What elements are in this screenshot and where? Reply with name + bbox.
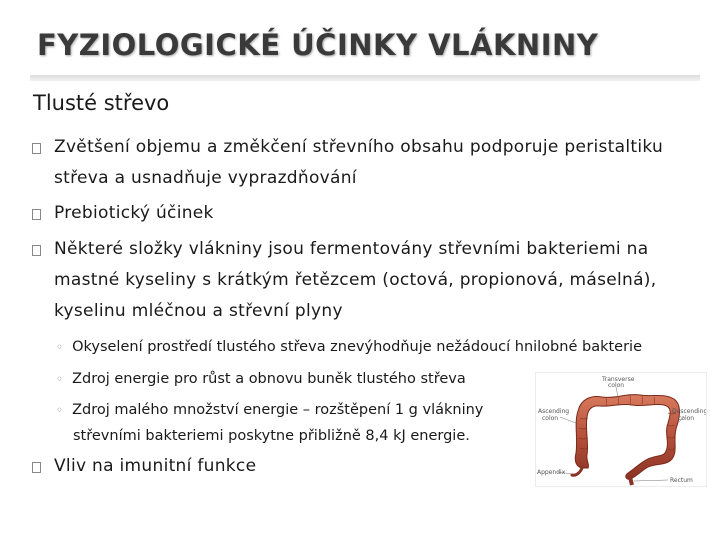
subitem <box>56 334 642 360</box>
title-underline <box>30 75 700 81</box>
subitem-continuation: střevními bakteriemi poskytne přibližně 8,4 kJ energie. <box>73 428 470 444</box>
subitem-text: Zdroj malého množství energie – rozštěpení 1 g vlákniny <box>72 402 484 418</box>
bullet-marker <box>32 209 41 220</box>
bullet-line: Některé složky vlákniny jsou fermentovány střevními bakteriemi na <box>54 239 649 259</box>
subitem-marker: ◦ <box>56 403 64 417</box>
subitem <box>56 366 466 392</box>
label-rectum: Rectum <box>670 477 693 484</box>
colon-shape <box>575 395 679 480</box>
bullet-line: střeva a usnadňuje vyprazdňování <box>54 168 357 188</box>
bullet-line: kyselinu mléčnou a střevní plyny <box>54 301 343 321</box>
bullet-marker <box>32 143 41 154</box>
subitem-marker: ◦ <box>56 372 64 386</box>
slide-title: FYZIOLOGICKÉ ÚČINKY VLÁKNINY <box>37 28 599 62</box>
subitem-text: Okyselení prostředí tlustého střeva znevýhodňuje nežádoucí hnilobné bakterie <box>72 339 642 355</box>
label-transverse-colon-2: colon <box>608 382 625 389</box>
label-descending-colon: Descending <box>672 408 706 415</box>
bullet-text <box>54 132 694 194</box>
subitem <box>56 397 483 423</box>
label-appendix: Appendix <box>537 469 566 476</box>
label-ascending-colon: Ascending <box>538 408 570 415</box>
label-descending-colon-2: colon <box>678 415 695 422</box>
bullet-marker <box>32 462 41 473</box>
bullet-line: Vliv na imunitní funkce <box>54 456 257 476</box>
colon-diagram <box>536 373 706 486</box>
subitem-text: Zdroj energie pro růst a obnovu buněk tlustého střeva <box>72 371 466 387</box>
appendix-shape <box>572 468 582 475</box>
bullet-line: Prebiotický účinek <box>54 203 214 223</box>
bullet-text <box>54 198 694 229</box>
bullet-line: Zvětšení objemu a změkčení střevního obsahu podporuje peristaltiku <box>54 137 664 157</box>
slide-subtitle: Tlusté střevo <box>33 91 170 115</box>
label-transverse-colon: Transverse <box>602 376 635 383</box>
colon-illustration <box>535 372 707 487</box>
bullet-marker <box>32 245 41 256</box>
label-ascending-colon-2: colon <box>542 415 559 422</box>
bullet-text <box>54 234 694 327</box>
subitem-marker: ◦ <box>56 340 64 354</box>
rectum-shape <box>630 477 632 485</box>
bullet-line: mastné kyseliny s krátkým řetězcem (octová, propionová, máselná), <box>54 270 657 290</box>
